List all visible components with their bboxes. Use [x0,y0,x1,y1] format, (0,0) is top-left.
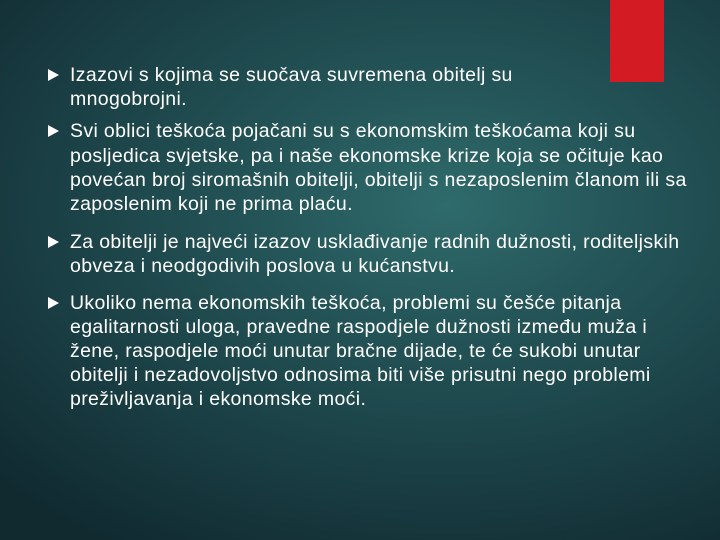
bullet-text: Svi oblici teškoća pojačani su s ekonomskim teškoćama koji su posljedica svjetske, pa i naše ekonomske krize koja se očituje kao povećan broj siromašnih obitelji, obitelji s nezaposlenim članom ili sa zaposlenim koji ne prima plaću. [70,120,687,216]
right-triangle-icon [48,125,59,137]
bullet-text: Izazovi s kojima se suočava suvremena obitelj su mnogobrojni. [70,64,513,111]
right-triangle-icon [48,236,59,248]
right-triangle-icon [48,297,59,309]
bullet-item [48,119,688,216]
bullet-item [48,230,688,278]
right-triangle-icon [48,69,59,81]
bullet-item [48,63,688,111]
bullet-text: Ukoliko nema ekonomskih teškoća, problemi su češće pitanja egalitarnosti uloga, pravedne raspodjele dužnosti između muža i žene, raspodjele moći unutar bračne dijade, te će sukobi unutar obitelji i nezadovoljstvo odnosima biti više prisutni nego problemi preživljavanja i ekonomske moći. [70,291,651,411]
bullet-text: Za obitelji je najveći izazov usklađivanje radnih dužnosti, roditeljskih obveza i neodgodivih poslova u kućanstvu. [70,231,680,278]
bullet-list [48,63,688,422]
bullet-item [48,291,688,412]
